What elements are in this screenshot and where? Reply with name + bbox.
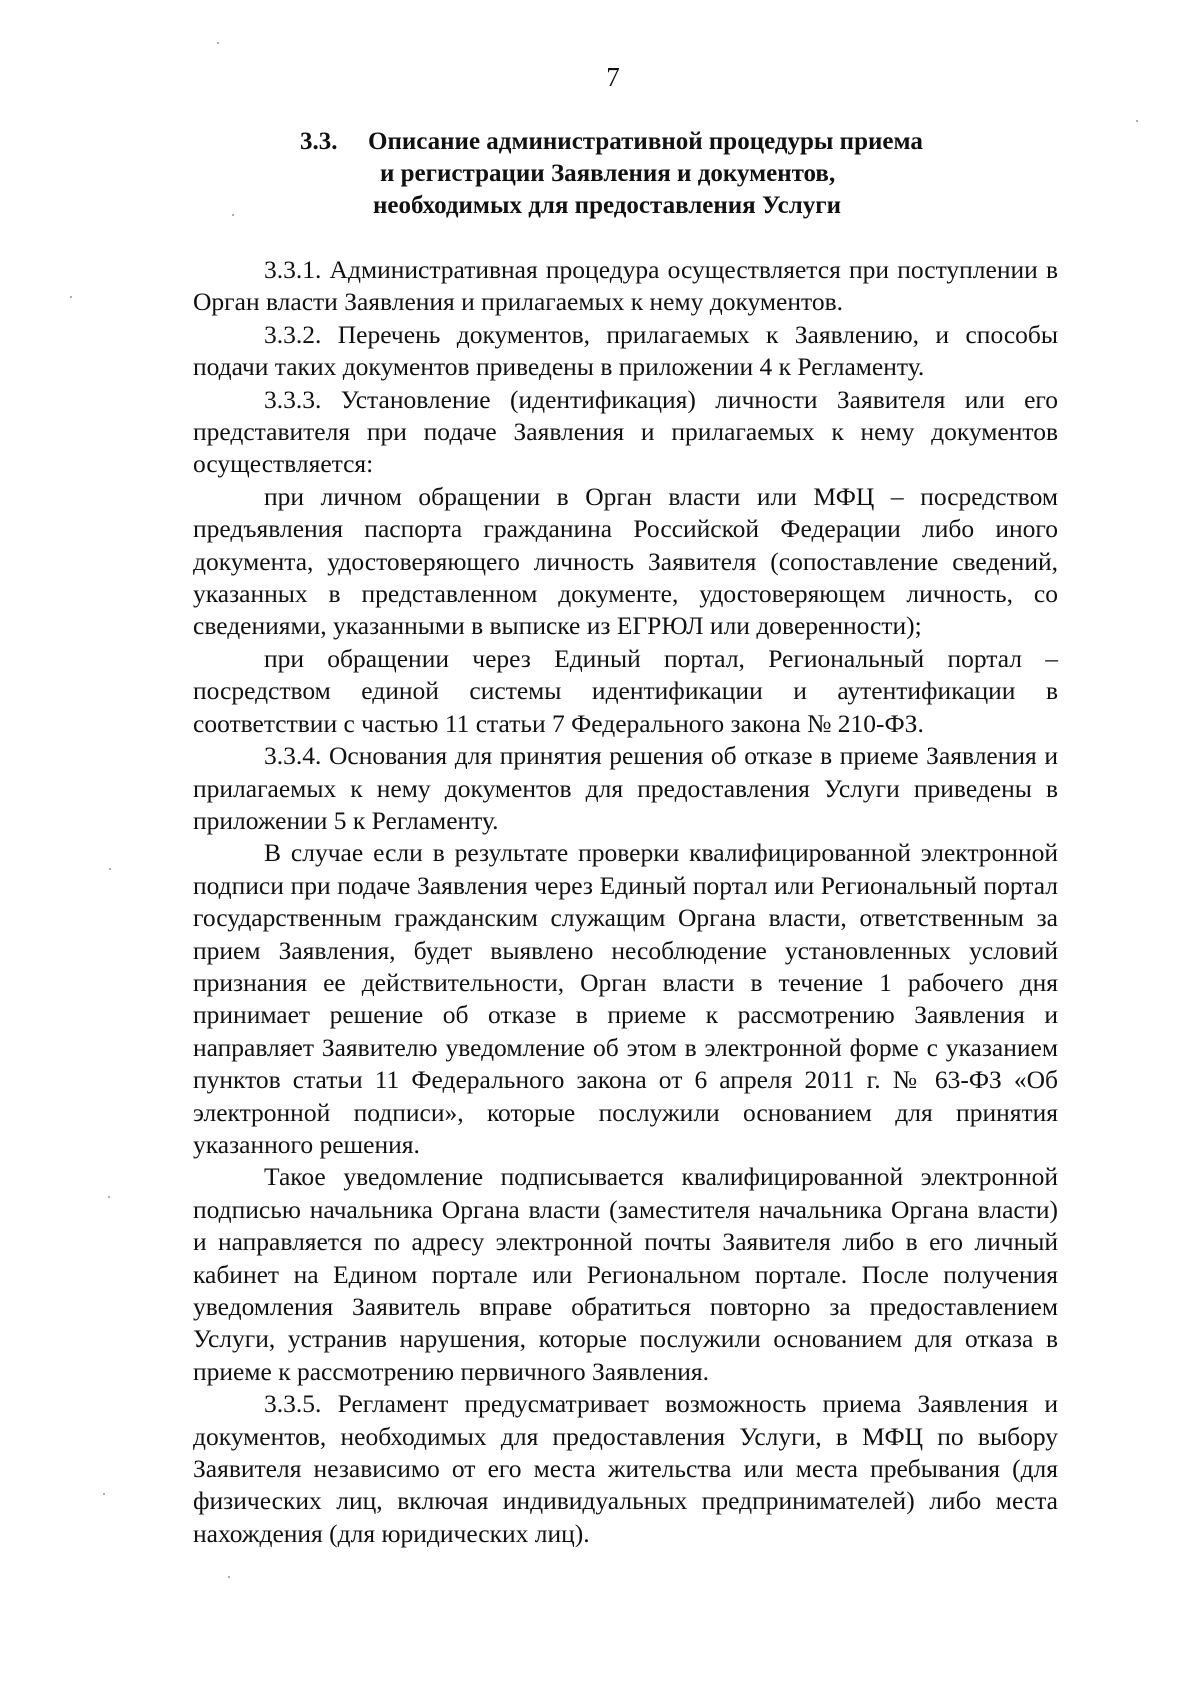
scan-speck bbox=[108, 1196, 110, 1198]
paragraph-personal-appeal: при личном обращении в Орган власти или МФЦ – посредством предъявления паспорта гражданина Российской Федерации либо иного документа, удостоверяющего личность Заявителя (сопоставление сведений, указанных в представленном документе, удостоверяющем личность, со сведениями, указанными в выписке из ЕГРЮЛ или доверенности); bbox=[193, 481, 1058, 641]
scan-speck bbox=[70, 296, 72, 298]
scan-speck bbox=[1136, 120, 1138, 122]
paragraph-3-3-3: 3.3.3. Установление (идентификация) личности Заявителя или его представителя при подаче Заявления и прилагаемых к нему документов осуществляется: bbox=[193, 384, 1058, 479]
scan-speck bbox=[228, 1576, 230, 1578]
scan-speck bbox=[217, 42, 219, 44]
paragraph-portal-appeal: при обращении через Единый портал, Региональный портал – посредством единой системы идентификации и аутентификации в соответствии с частью 11 статьи 7 Федерального закона № 210-ФЗ. bbox=[193, 643, 1058, 738]
paragraph-notification: Такое уведомление подписывается квалифицированной электронной подписью начальника Органа власти (заместителя начальника Органа власти) и направляется по адресу электронной почты Заявителя либо в его личный кабинет на Едином портале или Региональном портале. После получения уведомления Заявитель вправе обратиться повторно за предоставлением Услуги, устранив нарушения, которые послужили основанием для отказа в приеме к рассмотрению первичного Заявления. bbox=[193, 1162, 1058, 1386]
paragraph-3-3-5: 3.3.5. Регламент предусматривает возможность приема Заявления и документов, необходимых для предоставления Услуги, в МФЦ по выбору Заявителя независимо от его места жительства или места пребывания (для физических лиц, включая индивидуальных предпринимателей) либо места нахождения (для юридических лиц). bbox=[193, 1389, 1058, 1548]
section-number: 3.3. bbox=[300, 128, 338, 155]
scan-speck bbox=[109, 868, 111, 870]
paragraph-3-3-1: 3.3.1. Административная процедура осуществляется при поступлении в Орган власти Заявления и прилагаемых к нему документов. bbox=[193, 255, 1058, 317]
paragraph-3-3-4: 3.3.4. Основания для принятия решения об отказе в приеме Заявления и прилагаемых к нему документов для предоставления Услуги приведены в приложении 5 к Регламенту. bbox=[193, 741, 1058, 835]
scan-speck bbox=[103, 1493, 105, 1495]
document-body bbox=[193, 254, 1058, 1550]
section-title-line-1: Описание административной процедуры приема bbox=[368, 128, 923, 155]
paragraph-signature-check: В случае если в результате проверки квалифицированной электронной подписи при подаче Заявления через Единый портал или Региональный портал государственным гражданским служащим Органа власти, ответственным за прием Заявления, будет выявлено несоблюдение установленных условий признания ее действительности, Орган власти в течение 1 рабочего дня принимает решение об отказе в приеме к рассмотрению Заявления и направляет Заявителю уведомление об этом в электронной форме с указанием пунктов статьи 11 Федерального закона от 6 апреля 2011 г. № 63-ФЗ «Об электронной подписи», которые послужили основанием для принятия указанного решения. bbox=[193, 838, 1058, 1159]
scan-speck bbox=[232, 214, 234, 216]
page-number: 7 bbox=[606, 62, 620, 92]
paragraph-3-3-2: 3.3.2. Перечень документов, прилагаемых к Заявлению, и способы подачи таких документов приведены в приложении 4 к Регламенту. bbox=[193, 319, 1058, 382]
section-title-line-2: и регистрации Заявления и документов, bbox=[380, 160, 836, 187]
section-heading bbox=[300, 126, 1000, 222]
section-title-line-3: необходимых для предоставления Услуги bbox=[373, 192, 841, 219]
